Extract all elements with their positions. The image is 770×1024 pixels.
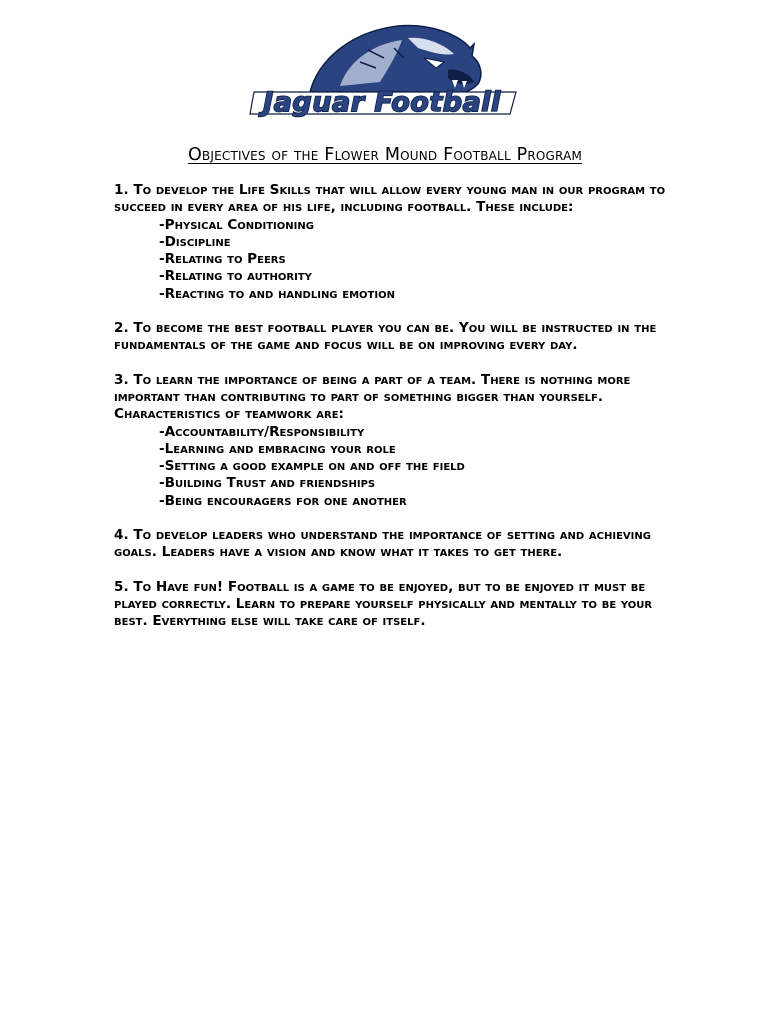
logo-wordmark: Jaguar Football (263, 87, 501, 118)
objective-item (114, 527, 674, 562)
list-item: -Accountability/Responsibility (159, 423, 365, 440)
list-item: -Relating to authority (159, 268, 312, 285)
list-item: -Reacting to and handling emotion (159, 285, 395, 302)
objectives-list (114, 182, 674, 648)
list-item: -Relating to Peers (159, 251, 286, 268)
objective-text: 5. To Have fun! Football is a game to be enjoyed, but to be enjoyed it must be played correctly. Learn to prepare yourself physically and mentally to be your best. Everything else will take care of itself. (114, 578, 653, 630)
jaguar-head-icon (248, 22, 522, 120)
life-skills-list (114, 217, 674, 303)
jaguar-football-logo (248, 22, 522, 120)
page-title: Objectives of the Flower Mound Football Program (187, 145, 583, 165)
list-item: -Being encouragers for one another (159, 492, 407, 509)
teamwork-characteristics-list (114, 424, 674, 510)
list-item: -Setting a good example on and off the field (159, 458, 465, 475)
list-item: -Discipline (159, 233, 231, 250)
objective-item (114, 182, 674, 303)
objective-text: 3. To learn the importance of being a part of a team. There is nothing more important than contributing to part of something bigger than yourself. Characteristics of teamwork are: (114, 371, 631, 423)
objective-item (114, 372, 674, 510)
list-item: -Learning and embracing your role (159, 440, 396, 457)
objective-text: 1. To develop the Life Skills that will allow every young man in our program to succeed in every area of his life, including football. These include: (114, 182, 666, 216)
list-item: -Building Trust and friendships (159, 475, 376, 492)
list-item: -Physical Conditioning (159, 216, 314, 233)
objective-text: 4. To develop leaders who understand the importance of setting and achieving goals. Leaders have a vision and know what it takes to get there. (114, 527, 651, 561)
objective-item (114, 320, 674, 355)
objective-item (114, 579, 674, 631)
objective-text: 2. To become the best football player you can be. You will be instructed in the fundamentals of the game and focus will be on improving every day. (114, 320, 657, 354)
